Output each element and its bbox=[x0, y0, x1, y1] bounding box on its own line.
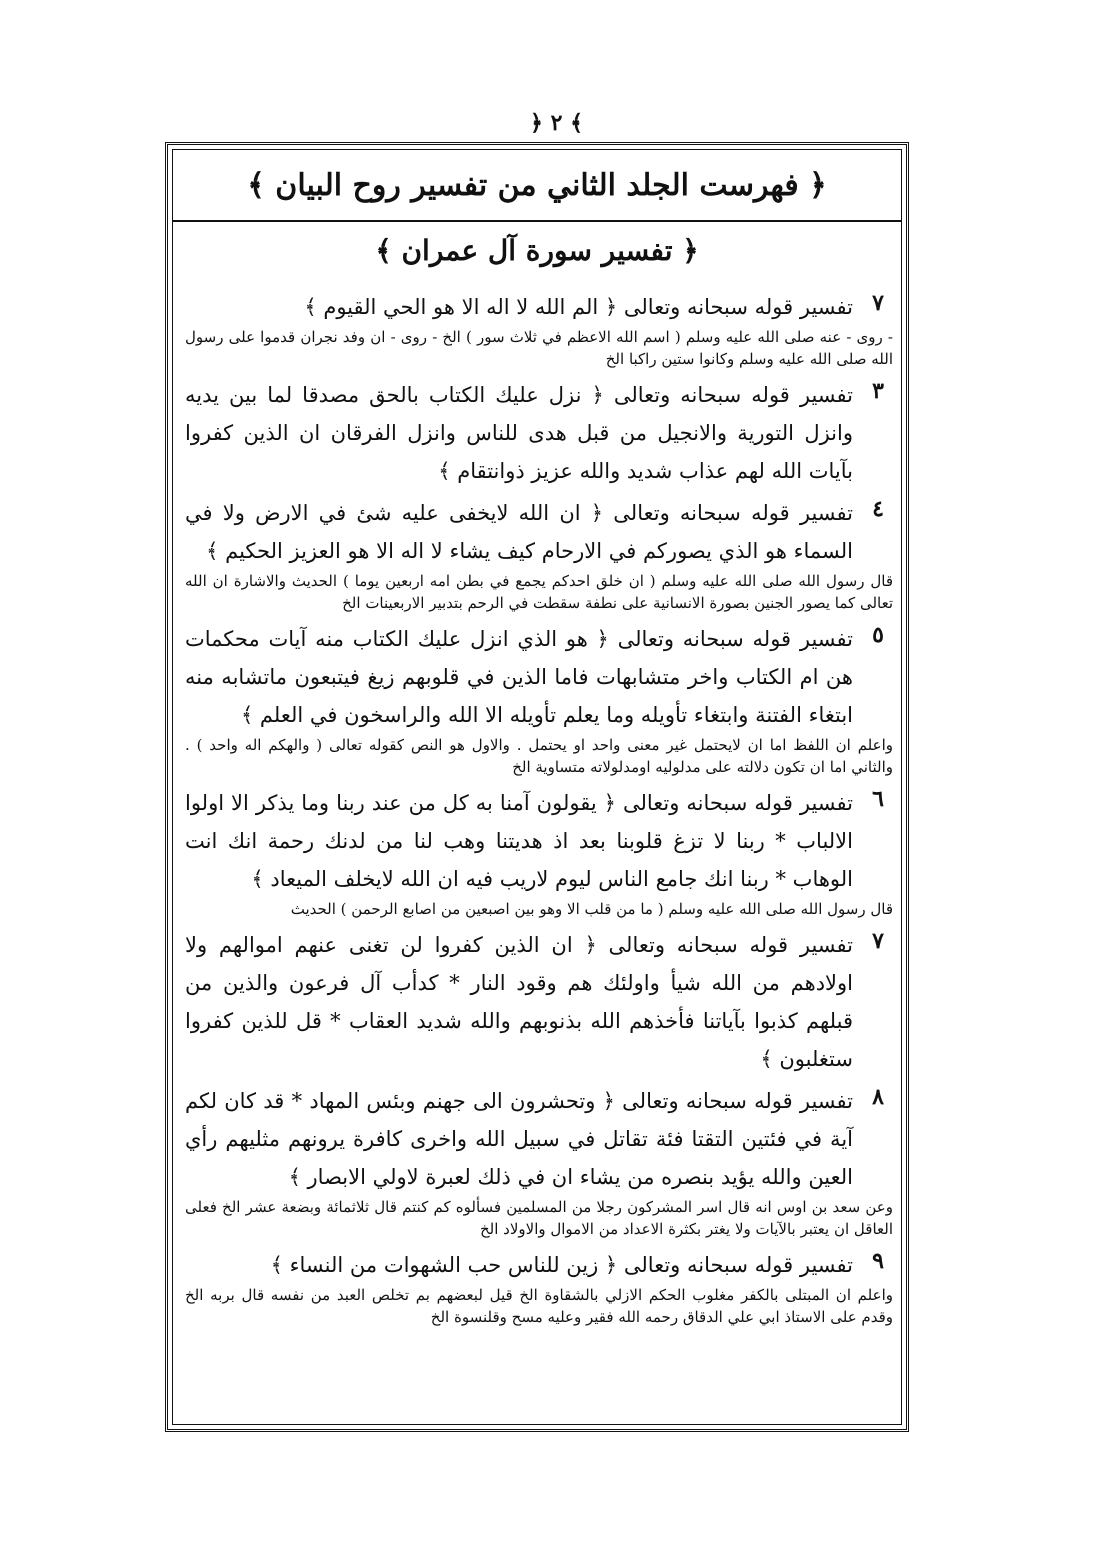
page-ref: ٩ bbox=[872, 1248, 884, 1274]
page-ref: ٥ bbox=[872, 622, 884, 648]
page-ref: ٧ bbox=[872, 290, 884, 316]
page-ref: ٣ bbox=[872, 378, 884, 404]
entry-note: قال رسول الله صلى الله عليه وسلم ( ان خلق احدكم يجمع في بطن امه اربعين يوما ) الحديث والاشارة ان الله تعالى كما يصور الجنين بصورة الانسانية على نطفة سقطت في الرحم بتدبير الاربعينات الخ bbox=[185, 572, 893, 612]
page-ref: ٨ bbox=[872, 1084, 884, 1110]
entry-note: واعلم ان المبتلى بالكفر مغلوب الحكم الازلي بالشقاوة الخ قيل لبعضهم بم تخلص العبد من نفسه قال بربه الخ وقدم على الاستاذ ابي علي الدقاق رحمه الله فقير وعليه مسح وقلنسوة الخ bbox=[185, 1286, 893, 1326]
entry-note: - روى - عنه صلى الله عليه وسلم ( اسم الله الاعظم في ثلاث سور ) الخ - روى - ان وفد نجران قدموا على رسول الله صلى الله عليه وسلم وكانوا ستين راكبا الخ bbox=[185, 328, 893, 368]
entry-note: واعلم ان اللفظ اما ان لايحتمل غير معنى واحد او يحتمل . والاول هو النص كقوله تعالى ( والهكم اله واحد ) . والثاني اما ان تكون دلالته على مدلوليه اومدلولاته متساوية الخ bbox=[185, 736, 893, 776]
page-ref: ٦ bbox=[872, 786, 884, 812]
index-entry bbox=[185, 376, 897, 490]
surah-title: ﴿ تفسير سورة آل عمران ﴾ bbox=[375, 234, 699, 267]
index-entry bbox=[185, 1246, 897, 1328]
inner-frame bbox=[172, 149, 902, 1425]
index-entry bbox=[185, 494, 897, 614]
index-entry bbox=[185, 784, 897, 920]
entry-text: تفسير قوله سبحانه وتعالى ﴿ ان الذين كفروا لن تغنى عنهم اموالهم ولا اولادهم من الله شيأ واولئك هم وقود النار * كدأب آل فرعون والذين من قبلهم كذبوا بآياتنا فأخذهم الله بذنوبهم والله شديد العقاب * قل للذين كفروا ستغلبون ﴾ bbox=[185, 933, 853, 1071]
page-ref: ٤ bbox=[872, 496, 884, 522]
index-entry bbox=[185, 1082, 897, 1240]
index-entry bbox=[185, 288, 897, 370]
entry-note: قال رسول الله صلى الله عليه وسلم ( ما من قلب الا وهو بين اصبعين من اصابع الرحمن ) الحديث bbox=[290, 900, 893, 918]
page-ref: ٧ bbox=[872, 928, 884, 954]
entry-note: وعن سعد بن اوس انه قال اسر المشركون رجلا من المسلمين فسألوه كم كنتم قال ثلاثمائة وبضعة عشر الخ فعلى العاقل ان يعتبر بالآيات ولا يغتر بكثرة الاعداد من الاموال والاولاد الخ bbox=[185, 1198, 893, 1238]
index-entry bbox=[185, 926, 897, 1078]
entry-text: تفسير قوله سبحانه وتعالى ﴿ يقولون آمنا به كل من عند ربنا وما يذكر الا اولوا الالباب * ربنا لا تزغ قلوبنا بعد اذ هديتنا وهب لنا من لدنك رحمة انك انت الوهاب * ربنا انك جامع الناس ليوم لاريب فيه ان الله لايخلف الميعاد ﴾ bbox=[185, 791, 853, 891]
page-number: ﴿ ٢ ﴾ bbox=[530, 110, 583, 136]
entry-text: تفسير قوله سبحانه وتعالى ﴿ نزل عليك الكتاب بالحق مصدقا لما بين يديه وانزل التورية والانجيل من قبل هدى للناس وانزل الفرقان ان الذين كفروا بآيات الله لهم عذاب شديد والله عزيز ذوانتقام ﴾ bbox=[185, 383, 853, 483]
index-entry bbox=[185, 620, 897, 778]
entry-text: تفسير قوله سبحانه وتعالى ﴿ وتحشرون الى جهنم وبئس المهاد * قد كان لكم آية في فئتين التقتا فئة تقاتل في سبيل الله واخرى كافرة يرونهم مثليهم رأي العين والله يؤيد بنصره من يشاء ان في ذلك لعبرة لاولي الابصار ﴾ bbox=[185, 1089, 853, 1189]
content-frame bbox=[165, 142, 909, 1432]
entry-text: تفسير قوله سبحانه وتعالى ﴿ ان الله لايخفى عليه شئ في الارض ولا في السماء هو الذي يصوركم في الارحام كيف يشاء لا اله الا هو العزيز الحكيم ﴾ bbox=[185, 501, 853, 563]
entry-text: تفسير قوله سبحانه وتعالى ﴿ زين للناس حب الشهوات من النساء ﴾ bbox=[270, 1253, 853, 1277]
entry-text: تفسير قوله سبحانه وتعالى ﴿ الم الله لا اله الا هو الحي القيوم ﴾ bbox=[304, 295, 853, 319]
entry-text: تفسير قوله سبحانه وتعالى ﴿ هو الذي انزل عليك الكتاب منه آيات محكمات هن ام الكتاب واخر متشابهات فاما الذين في قلوبهم زيغ فيتبعون ماتشابه منه ابتغاء الفتنة وابتغاء تأويله وما يعلم تأويله الا الله والراسخون في العلم ﴾ bbox=[185, 627, 853, 727]
index-entries bbox=[185, 288, 897, 1334]
header-title: ﴿ فهرست الجلد الثاني من تفسير روح البيان ﴾ bbox=[173, 150, 901, 222]
